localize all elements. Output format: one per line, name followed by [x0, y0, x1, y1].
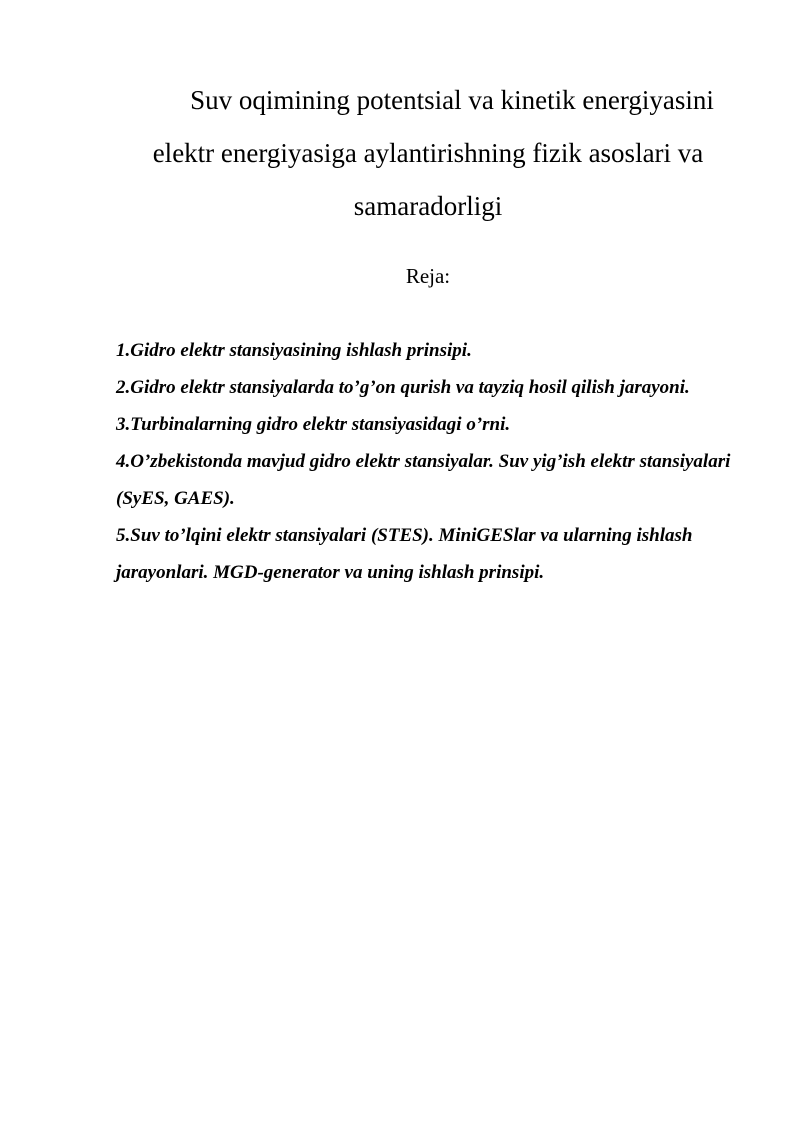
plan-heading: Reja: — [405, 264, 451, 288]
plan-item: 4.O’zbekistonda mavjud gidro elektr stansiyalar. Suv yig’ish elektr stansiyalari (SyES, GAES). — [116, 451, 731, 509]
document-title: Suv oqimining potentsial va kinetik energiyasini elektr energiyasiga aylantirishning fizik asoslari va samaradorligi — [152, 85, 714, 221]
plan-item: 5.Suv to’lqini elektr stansiyalari (STES). MiniGESlar va ularning ishlash jarayonlari. MGD-generator va uning ishlash prinsipi. — [116, 525, 693, 583]
plan-item: 2.Gidro elektr stansiyalarda to’g’on qurish va tayziq hosil qilish jarayoni. — [116, 377, 690, 398]
plan-item: 1.Gidro elektr stansiyasining ishlash prinsipi. — [116, 340, 472, 361]
plan-item: 3.Turbinalarning gidro elektr stansiyasidagi o’rni. — [116, 414, 511, 435]
plan-list — [116, 332, 736, 591]
